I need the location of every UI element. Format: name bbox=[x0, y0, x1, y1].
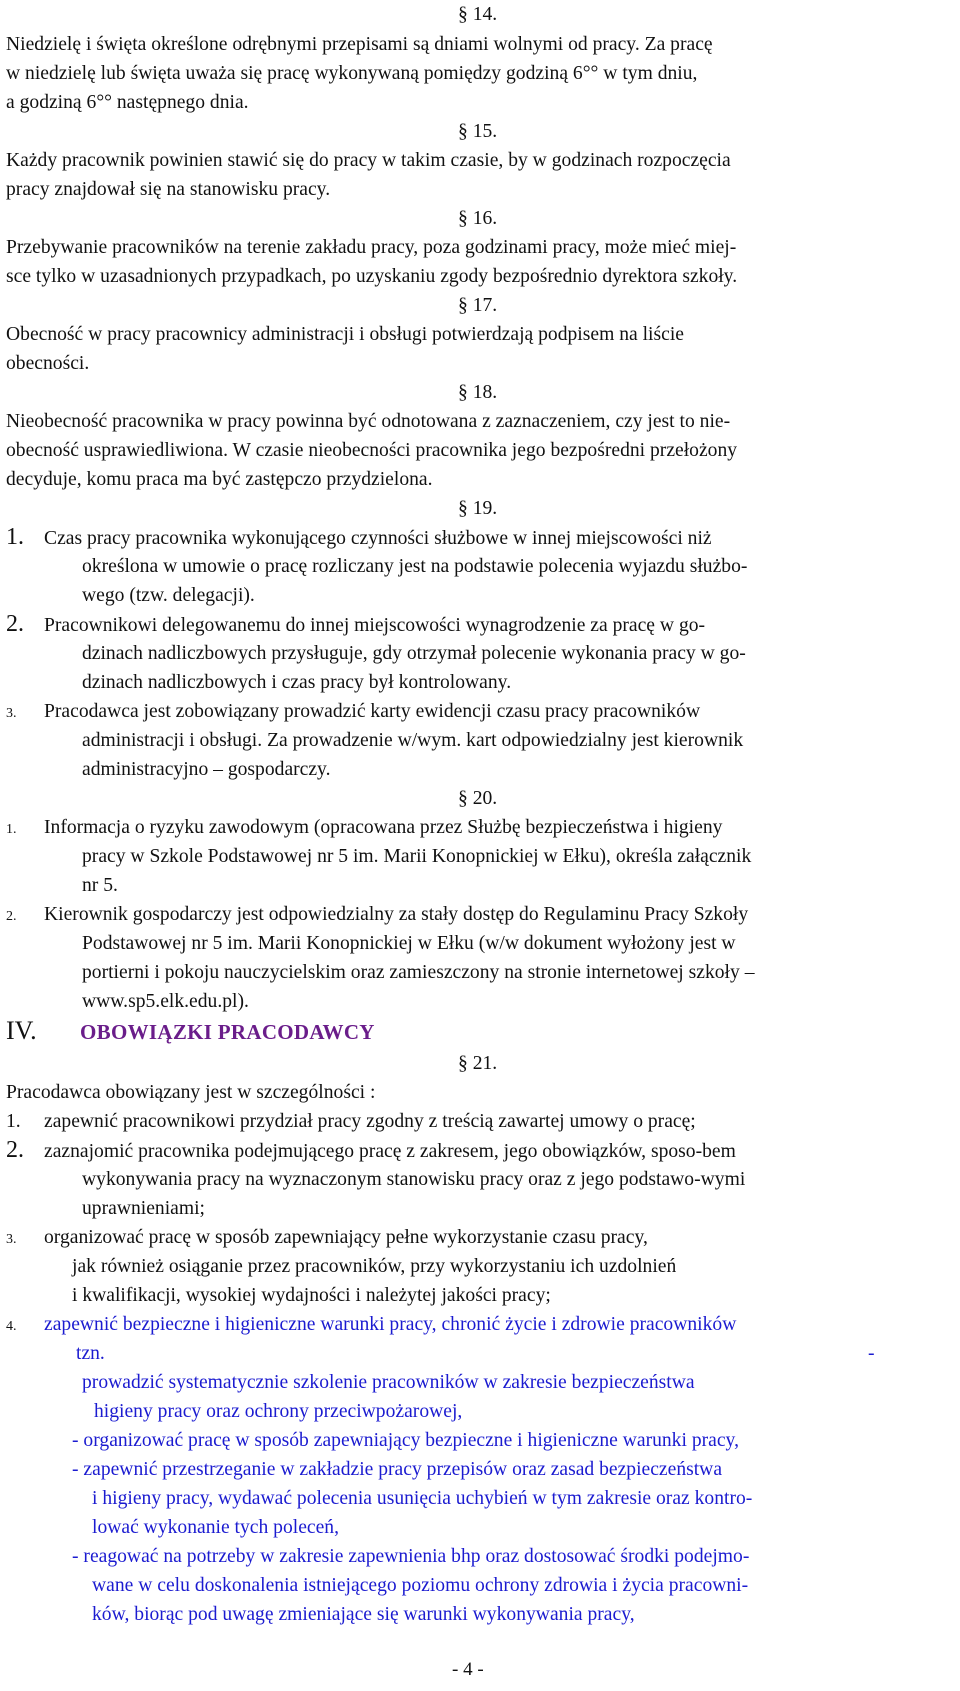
text-line: i kwalifikacji, wysokiej wydajności i należytej jakości pracy; bbox=[72, 1285, 551, 1306]
text-line: nr 5. bbox=[82, 875, 118, 896]
text-line: określona w umowie o pracę rozliczany jest na podstawie polecenia wyjazdu służbo- bbox=[82, 556, 748, 577]
text-line: dzinach nadliczbowych przysługuje, gdy otrzymał polecenie wykonania pracy w go- bbox=[82, 643, 746, 664]
text-line: administracji i obsługi. Za prowadzenie w/wym. kart odpowiedzialny jest kierownik bbox=[82, 730, 744, 751]
list-text: Kierownik gospodarczy jest odpowiedzialny za stały dostęp do Regulaminu Pracy Szkoły bbox=[44, 904, 749, 925]
list-item bbox=[6, 900, 748, 929]
text-line: obecność usprawiedliwiona. W czasie nieobecności pracownika jego bezpośredni przełożony bbox=[6, 440, 738, 461]
list-item bbox=[6, 1136, 736, 1165]
text-line: Przebywanie pracowników na terenie zakładu pracy, poza godzinami pracy, może mieć miej- bbox=[6, 237, 737, 258]
text-line: jak również osiąganie przez pracowników, przy wykorzystaniu ich uzdolnień bbox=[72, 1256, 677, 1277]
list-text: organizować pracę w sposób zapewniający pełne wykorzystanie czasu pracy, bbox=[44, 1227, 648, 1248]
text-line: Niedzielę i święta określone odrębnymi przepisami są dniami wolnymi od pracy. Za pracę bbox=[6, 34, 713, 55]
text-line: higieny pracy oraz ochrony przeciwpożarowej, bbox=[94, 1401, 463, 1422]
text-line: w niedzielę lub święta uważa się pracę wykonywaną pomiędzy godziną 6°° w tym dniu, bbox=[6, 63, 698, 84]
text-line: pracy w Szkole Podstawowej nr 5 im. Marii Konopnickiej w Ełku), określa załącznik bbox=[82, 846, 752, 867]
text-line: - zapewnić przestrzeganie w zakładzie pracy przepisów oraz zasad bezpieczeństwa bbox=[72, 1459, 723, 1480]
text-line: pracy znajdował się na stanowisku pracy. bbox=[6, 179, 331, 200]
text-line: decyduje, komu praca ma być zastępczo przydzielona. bbox=[6, 469, 433, 490]
list-item bbox=[6, 1310, 736, 1339]
text-line: wykonywania pracy na wyznaczonym stanowisku pracy oraz z jego podstawo-wymi bbox=[82, 1169, 746, 1190]
list-number: 3. bbox=[6, 1232, 17, 1247]
text-line: Podstawowej nr 5 im. Marii Konopnickiej w Ełku (w/w dokument wyłożony jest w bbox=[82, 933, 736, 954]
list-number: 2. bbox=[6, 1137, 24, 1163]
text-line: sce tylko w uzasadnionych przypadkach, po uzyskaniu zgody bezpośrednio dyrektora szkoły. bbox=[6, 266, 738, 287]
list-item bbox=[6, 523, 712, 552]
list-text: Pracodawca jest zobowiązany prowadzić karty ewidencji czasu pracy pracowników bbox=[44, 701, 701, 722]
text-line: ków, biorąc pod uwagę zmieniające się warunki wykonywania pracy, bbox=[92, 1604, 635, 1625]
paragraph-heading: § 15. bbox=[458, 121, 498, 142]
list-text: Informacja o ryzyku zawodowym (opracowana przez Służbę bezpieczeństwa i higieny bbox=[44, 817, 723, 838]
list-text: zaznajomić pracownika podejmującego pracę z zakresem, jego obowiązków, sposo-bem bbox=[44, 1141, 736, 1162]
text-line: wane w celu doskonalenia istniejącego poziomu ochrony zdrowia i życia pracowni- bbox=[92, 1575, 749, 1596]
list-number: 2. bbox=[6, 909, 17, 924]
text-line: prowadzić systematycznie szkolenie pracowników w zakresie bezpieczeństwa bbox=[82, 1372, 695, 1393]
dash-marker: - bbox=[868, 1343, 875, 1364]
list-text: Czas pracy pracownika wykonującego czynności służbowe w innej miejscowości niż bbox=[44, 528, 712, 549]
paragraph-heading: § 14. bbox=[458, 4, 498, 25]
list-number: 1. bbox=[6, 822, 17, 837]
list-number: 3. bbox=[6, 706, 17, 721]
page-number: - 4 - bbox=[452, 1659, 484, 1680]
list-number: 1. bbox=[6, 524, 24, 550]
text-line: obecności. bbox=[6, 353, 90, 374]
text-line: Obecność w pracy pracownicy administracji i obsługi potwierdzają podpisem na liście bbox=[6, 324, 684, 345]
text-line: www.sp5.elk.edu.pl). bbox=[82, 991, 249, 1012]
text-line: Każdy pracownik powinien stawić się do pracy w takim czasie, by w godzinach rozpoczęcia bbox=[6, 150, 731, 171]
list-number: 2. bbox=[6, 611, 24, 637]
list-text: zapewnić pracownikowi przydział pracy zgodny z treścią zawartej umowy o pracę; bbox=[44, 1111, 696, 1132]
list-item bbox=[6, 1223, 648, 1252]
paragraph-heading: § 18. bbox=[458, 382, 498, 403]
list-text: Pracownikowi delegowanemu do innej miejscowości wynagrodzenie za pracę w go- bbox=[44, 615, 706, 636]
list-number: 4. bbox=[6, 1319, 17, 1334]
text-line: tzn. bbox=[76, 1343, 105, 1364]
text-line: i higieny pracy, wydawać polecenia usunięcia uchybień w tym zakresie oraz kontro- bbox=[92, 1488, 753, 1509]
text-line: Pracodawca obowiązany jest w szczególności : bbox=[6, 1082, 376, 1103]
list-item bbox=[6, 1107, 696, 1136]
paragraph-heading: § 20. bbox=[458, 788, 498, 809]
text-line: administracyjno – gospodarczy. bbox=[82, 759, 331, 780]
text-line: dzinach nadliczbowych i czas pracy był kontrolowany. bbox=[82, 672, 512, 693]
text-line: lować wykonanie tych poleceń, bbox=[92, 1517, 340, 1538]
section-header bbox=[6, 1016, 375, 1056]
list-text: zapewnić bezpieczne i higieniczne warunki pracy, chronić życie i zdrowie pracowników bbox=[44, 1314, 737, 1335]
text-line: uprawnieniami; bbox=[82, 1198, 205, 1219]
list-number: 1. bbox=[6, 1111, 21, 1132]
list-item bbox=[6, 813, 722, 842]
paragraph-heading: § 21. bbox=[458, 1053, 498, 1074]
list-item bbox=[6, 610, 705, 639]
text-line: - reagować na potrzeby w zakresie zapewnienia bhp oraz dostosować środki podejmo- bbox=[72, 1546, 750, 1567]
text-line: a godziną 6°° następnego dnia. bbox=[6, 92, 249, 113]
text-line: wego (tzw. delegacji). bbox=[82, 585, 255, 606]
text-line: - organizować pracę w sposób zapewniający bezpieczne i higieniczne warunki pracy, bbox=[72, 1430, 739, 1451]
text-line: Nieobecność pracownika w pracy powinna być odnotowana z zaznaczeniem, czy jest to nie- bbox=[6, 411, 731, 432]
list-item bbox=[6, 697, 700, 726]
paragraph-heading: § 16. bbox=[458, 208, 498, 229]
section-title: OBOWIĄZKI PRACODAWCY bbox=[80, 1020, 375, 1044]
section-number: IV. bbox=[6, 1016, 37, 1045]
text-line: portierni i pokoju nauczycielskim oraz zamieszczony na stronie internetowej szkoły – bbox=[82, 962, 755, 983]
paragraph-heading: § 17. bbox=[458, 295, 498, 316]
paragraph-heading: § 19. bbox=[458, 498, 498, 519]
